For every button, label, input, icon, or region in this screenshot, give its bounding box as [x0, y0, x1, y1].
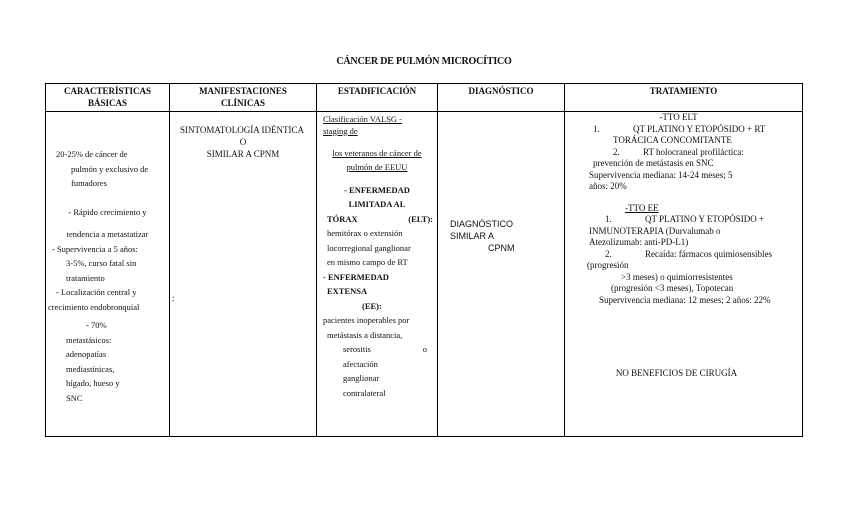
estad-line-7a: TÓRAX: [327, 213, 358, 224]
tto-ee-2-a: Recaída: fármacos quimiosensibles: [645, 248, 772, 259]
estad-line-1: Clasificación VALSG -: [323, 114, 403, 124]
estad-line-19: contralateral: [343, 387, 386, 398]
tto-surgery: NO BENEFICIOS DE CIRUGÍA: [615, 368, 738, 378]
tto-elt-1-b: TORÁCICA CONCOMITANTE: [613, 135, 732, 145]
char-line-16: SNC: [66, 392, 83, 403]
tto-ee-2-b: (progresión: [587, 260, 629, 270]
summary-table: [45, 83, 803, 437]
header-estadificacion: ESTADIFICACIÓN: [317, 84, 438, 112]
tto-ee-1-b: INMUNOTERAPIA (Durvalumab o: [589, 225, 721, 236]
header-tratamiento: TRATAMIENTO: [565, 84, 803, 112]
tto-elt-1-num: 1.: [593, 123, 600, 134]
header-row: [46, 84, 803, 112]
cell-manifestaciones: [170, 112, 317, 437]
tto-ee-1-num: 1.: [605, 214, 612, 224]
char-line-12: metastásicos:: [66, 334, 112, 345]
char-line-3: fumadores: [71, 178, 107, 188]
char-line-8: tratamiento: [66, 272, 105, 283]
char-line-5: tendencia a metastatizar: [66, 229, 149, 239]
estad-line-13: (EE):: [362, 300, 382, 311]
manif-line-1: SINTOMATOLOGÍA IDÉNTICA: [180, 125, 304, 135]
header-diagnostico: DIAGNÓSTICO: [438, 84, 565, 112]
char-line-10: crecimiento endobronquial: [48, 301, 140, 312]
char-line-13: adenopatías: [66, 349, 107, 359]
document-title: CÁNCER DE PULMÓN MICROCÍTICO: [336, 56, 512, 67]
tto-elt-surv-a: Supervivencia mediana: 14-24 meses; 5: [589, 169, 733, 180]
tto-ee-2-num: 2.: [605, 248, 612, 259]
estad-line-18: ganglionar: [343, 373, 380, 383]
manif-mark: :: [172, 293, 175, 303]
tto-ee-1-a: QT PLATINO Y ETOPÓSIDO +: [645, 214, 765, 224]
tto-elt-1-a: QT PLATINO Y ETOPÓSIDO + RT: [633, 123, 766, 134]
body-row: [46, 112, 803, 437]
tto-elt-2-a: RT holocraneal profiláctica:: [643, 146, 744, 157]
manif-line-3: SIMILAR A CPNM: [206, 149, 280, 159]
estad-line-16a: serositis: [343, 344, 371, 354]
char-line-9: - Localización central y: [56, 287, 137, 297]
char-line-4: - Rápido crecimiento y: [68, 206, 147, 217]
tto-elt-2-num: 2.: [613, 146, 620, 157]
header-manifestaciones: MANIFESTACIONES CLÍNICAS: [170, 84, 317, 112]
cell-estadificacion: [317, 112, 438, 437]
manif-line-2: O: [239, 137, 247, 147]
cell-tratamiento: [565, 112, 803, 437]
char-line-2: pulmón y exclusivo de: [71, 163, 149, 174]
cell-diagnostico: [438, 112, 565, 437]
tto-elt-2: [565, 147, 802, 159]
estad-line-2: staging de: [323, 125, 358, 136]
diag-line-2: SIMILAR A: [450, 231, 495, 241]
estad-line-17: afectación: [343, 358, 378, 369]
char-line-11: - 70%: [86, 320, 107, 330]
estad-line-8: hemitórax o extensión: [327, 228, 403, 238]
estad-line-14: pacientes inoperables por: [323, 315, 410, 325]
estad-line-5: - ENFERMEDAD: [344, 184, 410, 195]
estad-line-15: metástasis a distancia,: [327, 329, 403, 340]
tto-ee-2: [565, 249, 802, 261]
diag-line-1: DIAGNÓSTICO: [450, 219, 514, 229]
estad-line-10: en mismo campo de RT: [327, 257, 408, 267]
estad-line-9: locorregional ganglionar: [327, 242, 411, 253]
tto-ee-head: -TTO EE: [625, 202, 659, 213]
tto-elt-1: [565, 124, 802, 136]
tto-ee-surv: Supervivencia mediana: 12 meses; 2 años: 22%: [599, 294, 771, 305]
header-caracteristicas: CARACTERÍSTICAS BÁSICAS: [46, 84, 170, 112]
tto-ee-1: [565, 214, 802, 226]
tto-elt-2-b: prevención de metástasis en SNC: [593, 158, 714, 168]
estad-line-16: [317, 342, 437, 357]
tto-ee-1-c: Atezolizumab: anti-PD-L1): [589, 237, 689, 247]
estad-line-11: - ENFERMEDAD: [323, 271, 389, 282]
tto-elt-head: -TTO ELT: [659, 112, 698, 122]
char-line-7: 3-5%, curso fatal sin: [66, 258, 137, 268]
estad-line-16b: o: [422, 344, 427, 354]
estad-line-6: LIMITADA AL: [348, 199, 406, 209]
estad-line-4: pulmón de EEUU: [346, 162, 408, 172]
cell-caracteristicas: [46, 112, 170, 437]
char-line-14: mediastínicas,: [66, 363, 115, 374]
estad-line-7b: (ELT):: [408, 213, 433, 224]
estad-line-3: los veteranos de cáncer de: [332, 147, 422, 158]
estad-line-7: [317, 212, 437, 227]
char-line-15: hígado, hueso y: [66, 378, 120, 388]
tto-ee-2-c: >3 meses) o quimiorresistentes: [621, 271, 733, 282]
char-line-6: - Supervivencia a 5 años:: [52, 243, 138, 254]
estad-line-12: EXTENSA: [327, 286, 368, 296]
diag-line-3: CPNM: [488, 243, 515, 253]
tto-elt-surv-b: años: 20%: [589, 181, 627, 191]
char-line-1: 20-25% de cáncer de: [56, 149, 128, 159]
tto-ee-2-d: (progresión <3 meses), Topotecan: [611, 283, 734, 293]
